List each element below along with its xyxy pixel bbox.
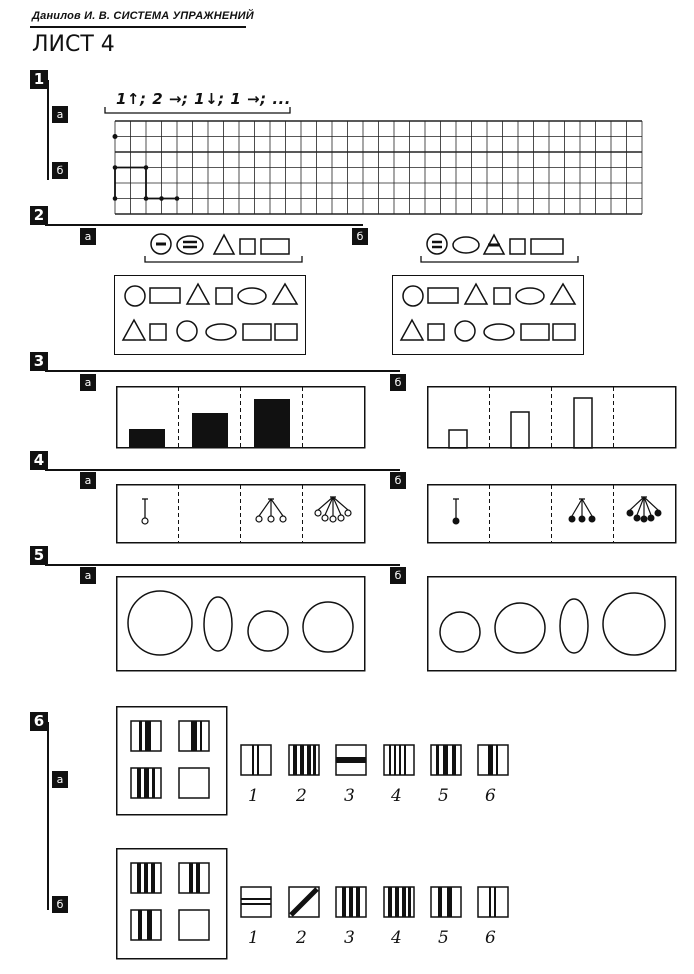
exercise-4-sub-a: а bbox=[80, 472, 96, 489]
exercise-6b-label: 1 bbox=[248, 928, 259, 948]
exercise-6b-options bbox=[240, 886, 520, 920]
exercise-6a-labels bbox=[240, 786, 520, 810]
exercise-6a-label: 1 bbox=[248, 786, 259, 806]
exercise-1-number: 1 bbox=[30, 70, 48, 89]
exercise-6a-label: 4 bbox=[391, 786, 402, 806]
sheet-title: ЛИСТ 4 bbox=[32, 32, 115, 57]
author-title: Данилов И. В. СИСТЕМА УПРАЖНЕНИЙ bbox=[32, 10, 254, 22]
exercise-1-grid bbox=[115, 121, 648, 216]
exercise-6-sub-b: б bbox=[52, 896, 68, 913]
exercise-6a-label: 6 bbox=[485, 786, 496, 806]
exercise-5-line bbox=[45, 564, 400, 566]
exercise-6a-label: 5 bbox=[438, 786, 449, 806]
exercise-1-instruction-bracket bbox=[104, 106, 294, 116]
exercise-4-number: 4 bbox=[30, 451, 48, 470]
exercise-2a-box bbox=[114, 275, 306, 355]
exercise-6b-label: 2 bbox=[296, 928, 307, 948]
exercise-2-sub-a: а bbox=[80, 228, 96, 245]
exercise-2-sub-b: б bbox=[352, 228, 368, 245]
exercise-3-sub-b: б bbox=[390, 374, 406, 391]
exercise-6b-label: 3 bbox=[344, 928, 355, 948]
exercise-2a-shapes bbox=[115, 276, 305, 354]
exercise-3b-panel bbox=[427, 386, 677, 450]
exercise-1-sub-a: а bbox=[52, 106, 68, 123]
exercise-2-line bbox=[45, 224, 363, 226]
exercise-2b-pattern bbox=[420, 230, 580, 266]
exercise-3-number: 3 bbox=[30, 352, 48, 371]
exercise-1-bracket bbox=[47, 80, 49, 180]
exercise-2b-box bbox=[392, 275, 584, 355]
exercise-6a-matrix bbox=[116, 706, 228, 816]
exercise-5b-panel bbox=[427, 576, 677, 672]
exercise-5-sub-b: б bbox=[390, 567, 406, 584]
exercise-3a-panel bbox=[116, 386, 366, 450]
exercise-1-sub-b: б bbox=[52, 162, 68, 179]
exercise-6b-labels bbox=[240, 928, 520, 952]
exercise-5-sub-a: а bbox=[80, 567, 96, 584]
exercise-6b-label: 4 bbox=[391, 928, 402, 948]
exercise-3-sub-a: а bbox=[80, 374, 96, 391]
exercise-1-instruction: 1↑; 2 →; 1↓; 1 →; ... bbox=[116, 90, 291, 108]
exercise-4a-panel bbox=[116, 484, 366, 544]
exercise-6b-matrix bbox=[116, 848, 228, 960]
exercise-4-line bbox=[45, 469, 400, 471]
exercise-6-number: 6 bbox=[30, 712, 48, 731]
exercise-6b-label: 6 bbox=[485, 928, 496, 948]
exercise-3-line bbox=[45, 370, 400, 372]
exercise-5-number: 5 bbox=[30, 546, 48, 565]
exercise-2b-shapes bbox=[393, 276, 583, 354]
exercise-4b-panel bbox=[427, 484, 677, 544]
exercise-5a-panel bbox=[116, 576, 366, 672]
exercise-6b-label: 5 bbox=[438, 928, 449, 948]
exercise-4-sub-b: б bbox=[390, 472, 406, 489]
exercise-6-bracket bbox=[47, 722, 49, 910]
exercise-6a-options bbox=[240, 744, 520, 778]
exercise-2a-pattern bbox=[144, 230, 304, 266]
exercise-6a-label: 3 bbox=[344, 786, 355, 806]
exercise-6-sub-a: а bbox=[52, 771, 68, 788]
exercise-2-number: 2 bbox=[30, 206, 48, 225]
header-rule bbox=[30, 26, 246, 28]
exercise-6a-label: 2 bbox=[296, 786, 307, 806]
